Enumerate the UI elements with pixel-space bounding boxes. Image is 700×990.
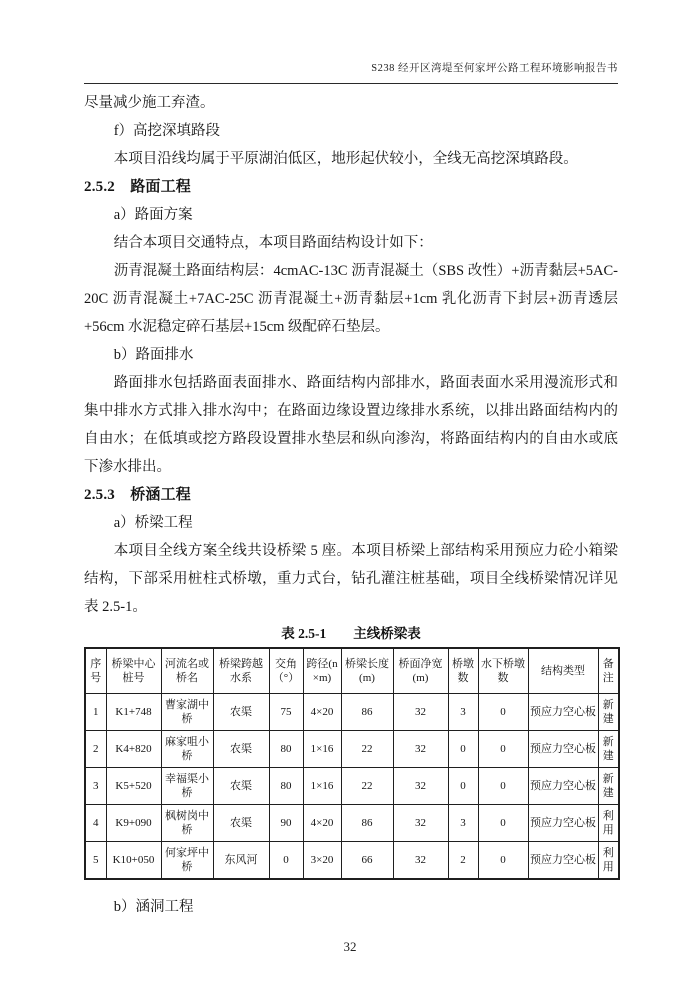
- header-cell-underwater-piers: 水下桥墩数: [478, 648, 528, 694]
- header-cell-remark: 备注: [598, 648, 619, 694]
- header-cell-seq: 序号: [85, 648, 106, 694]
- table-cell: 32: [393, 694, 448, 731]
- list-item-b-drainage: b）路面排水: [113, 347, 194, 363]
- header-cell-angle: 交角（°）: [269, 648, 303, 694]
- table-cell: 利用: [598, 805, 619, 842]
- table-cell: 0: [478, 842, 528, 880]
- table-cell: 农渠: [213, 805, 269, 842]
- list-item-f: f）高挖深填路段: [113, 123, 221, 139]
- table-cell: 32: [393, 842, 448, 880]
- table-cell: 4×20: [303, 805, 341, 842]
- table-cell: 1×16: [303, 768, 341, 805]
- table-cell: 0: [269, 842, 303, 880]
- table-caption: 表 2.5-1 主线桥梁表: [281, 626, 421, 641]
- table-cell: 90: [269, 805, 303, 842]
- section-heading-2-5-2: 2.5.2 路面工程: [84, 179, 192, 195]
- table-header-row: [85, 648, 619, 694]
- page-header: [84, 0, 618, 84]
- document-body: [84, 84, 618, 921]
- table-cell: 22: [341, 768, 393, 805]
- table-cell: 幸福渠小桥: [161, 768, 213, 805]
- list-item-b-culvert: b）涵洞工程: [113, 899, 194, 915]
- paragraph-terrain: 本项目沿线均属于平原湖泊低区，地形起伏较小，全线无高挖深填路段。: [113, 151, 578, 167]
- header-cell-stake: 桥梁中心桩号: [106, 648, 161, 694]
- table-cell: 3: [448, 805, 478, 842]
- table-cell: 80: [269, 731, 303, 768]
- table-cell: 5: [85, 842, 106, 880]
- table-cell: 4: [85, 805, 106, 842]
- table-cell: 预应力空心板: [528, 842, 598, 880]
- table-cell: 3: [448, 694, 478, 731]
- paragraph-bridge: 本项目全线方案全线共设桥梁 5 座。本项目桥梁上部结构采用预应力砼小箱梁结构，下部采用桩柱式桥墩，重力式台，钻孔灌注桩基础，项目全线桥梁情况详见表 2.5-1。: [84, 543, 618, 615]
- list-item-a-bridge: a）桥梁工程: [113, 515, 193, 531]
- table-cell: 1×16: [303, 731, 341, 768]
- table-cell: K4+820: [106, 731, 161, 768]
- table-cell: 何家坪中桥: [161, 842, 213, 880]
- header-cell-piers: 桥墩数: [448, 648, 478, 694]
- table-cell: 22: [341, 731, 393, 768]
- paragraph-pavement-intro: 结合本项目交通特点，本项目路面结构设计如下：: [113, 235, 433, 251]
- table-row: [85, 694, 619, 731]
- table-cell: K5+520: [106, 768, 161, 805]
- table-cell: 0: [478, 805, 528, 842]
- table-cell: 2: [448, 842, 478, 880]
- section-heading-2-5-3: 2.5.3 桥涵工程: [84, 487, 192, 503]
- header-cell-length: 桥梁长度(m): [341, 648, 393, 694]
- table-cell: K10+050: [106, 842, 161, 880]
- table-cell: 预应力空心板: [528, 731, 598, 768]
- table-cell: 预应力空心板: [528, 694, 598, 731]
- paragraph-pavement-structure: 沥青混凝土路面结构层：4cmAC-13C 沥青混凝土（SBS 改性）+沥青黏层+5AC-20C 沥青混凝土+7AC-25C 沥青混凝土+沥青黏层+1cm 乳化沥青下封层+沥青透层+56cm 水泥稳定碎石基层+15cm 级配碎石垫层。: [84, 263, 618, 335]
- table-cell: 32: [393, 805, 448, 842]
- table-cell: 0: [478, 768, 528, 805]
- header-cell-river: 河流名或桥名: [161, 648, 213, 694]
- table-cell: 新建: [598, 768, 619, 805]
- table-cell: 枫树岗中桥: [161, 805, 213, 842]
- table-cell: 66: [341, 842, 393, 880]
- table-cell: 新建: [598, 731, 619, 768]
- table-cell: 3: [85, 768, 106, 805]
- table-cell: 0: [478, 731, 528, 768]
- table-cell: 0: [448, 731, 478, 768]
- table-cell: 4×20: [303, 694, 341, 731]
- table-cell: 新建: [598, 694, 619, 731]
- table-cell: 2: [85, 731, 106, 768]
- paragraph-continuation: 尽量减少施工弃渣。: [84, 95, 215, 111]
- header-cell-span: 跨径(n×m): [303, 648, 341, 694]
- table-cell: 86: [341, 805, 393, 842]
- header-cell-width: 桥面净宽(m): [393, 648, 448, 694]
- table-row: [85, 768, 619, 805]
- table-cell: 1: [85, 694, 106, 731]
- table-cell: 预应力空心板: [528, 768, 598, 805]
- table-cell: 利用: [598, 842, 619, 880]
- running-head-title: S238 经开区湾堤至何家坪公路工程环境影响报告书: [371, 63, 618, 74]
- table-cell: 农渠: [213, 694, 269, 731]
- table-cell: 农渠: [213, 768, 269, 805]
- page-number: 32: [343, 939, 357, 954]
- table-cell: K9+090: [106, 805, 161, 842]
- main-bridge-table: [84, 647, 620, 880]
- list-item-a-pavement: a）路面方案: [113, 207, 193, 223]
- table-row: [85, 731, 619, 768]
- table-cell: 32: [393, 731, 448, 768]
- table-cell: 3×20: [303, 842, 341, 880]
- header-cell-structure: 结构类型: [528, 648, 598, 694]
- table-cell: 麻家咀小桥: [161, 731, 213, 768]
- table-cell: 80: [269, 768, 303, 805]
- table-cell: 预应力空心板: [528, 805, 598, 842]
- table-cell: 农渠: [213, 731, 269, 768]
- table-row: [85, 805, 619, 842]
- table-cell: 75: [269, 694, 303, 731]
- table-cell: 0: [478, 694, 528, 731]
- header-cell-watersystem: 桥梁跨越水系: [213, 648, 269, 694]
- table-cell: 东风河: [213, 842, 269, 880]
- table-cell: 86: [341, 694, 393, 731]
- table-cell: 曹家湖中桥: [161, 694, 213, 731]
- paragraph-drainage: 路面排水包括路面表面排水、路面结构内部排水，路面表面水采用漫流形式和集中排水方式排入排水沟中；在路面边缘设置边缘排水系统，以排出路面结构内的自由水；在低填或挖方路段设置排水垫层和纵向渗沟，将路面结构内的自由水或底下渗水排出。: [84, 375, 618, 475]
- table-cell: K1+748: [106, 694, 161, 731]
- table-row: [85, 842, 619, 880]
- table-cell: 32: [393, 768, 448, 805]
- table-cell: 0: [448, 768, 478, 805]
